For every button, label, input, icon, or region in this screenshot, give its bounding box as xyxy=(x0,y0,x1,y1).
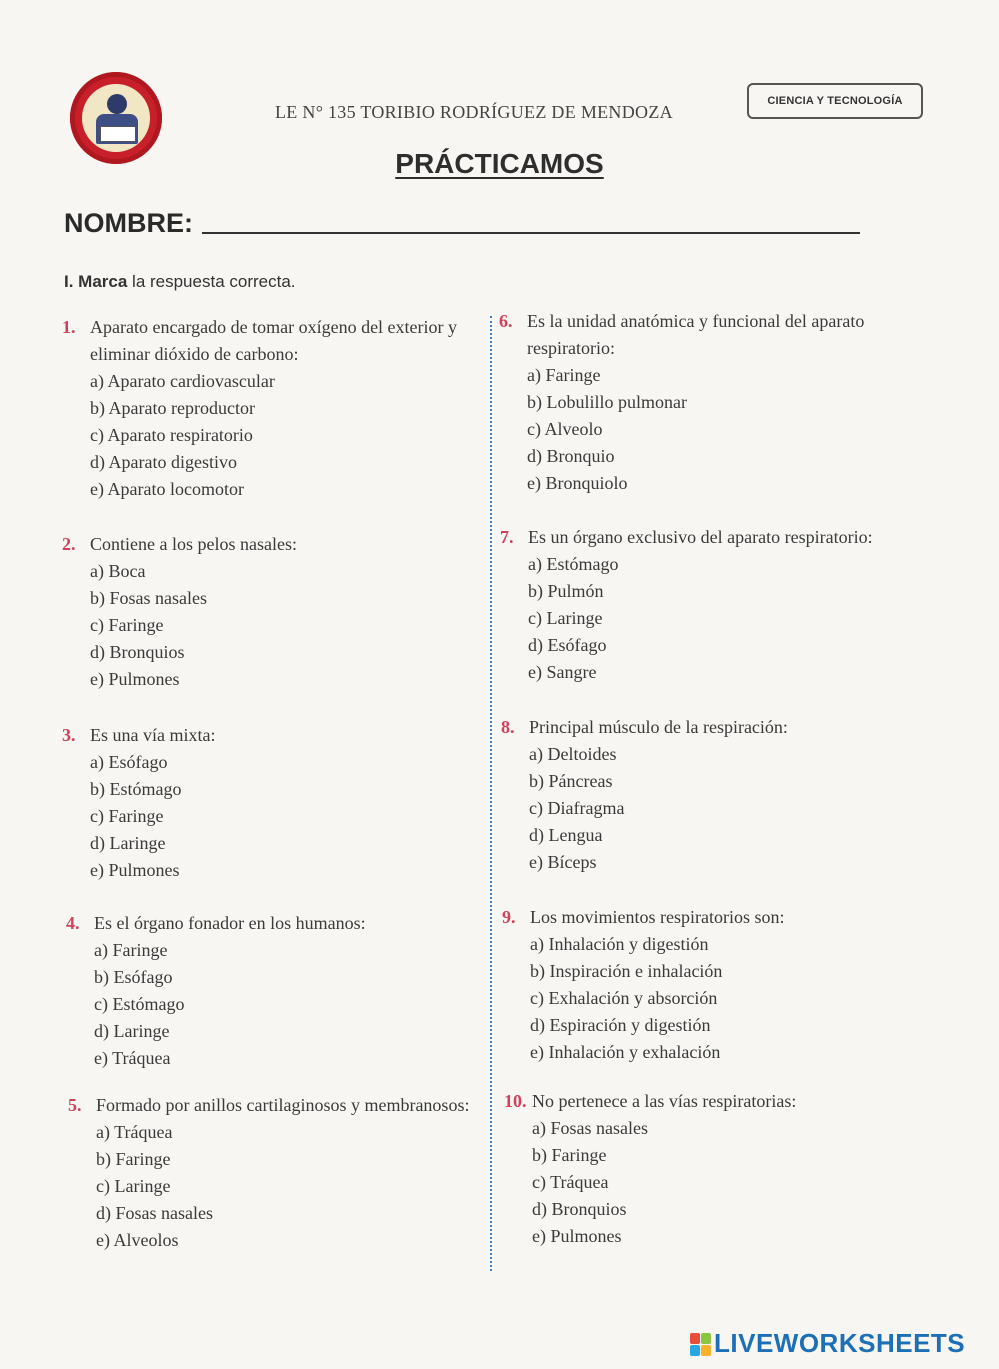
question-10 xyxy=(504,1088,934,1250)
question-5 xyxy=(68,1092,482,1254)
option-d[interactable]: d) Bronquios xyxy=(532,1199,627,1219)
question-text: Aparato encargado de tomar oxígeno del exterior y eliminar dióxido de carbono: xyxy=(90,317,458,364)
option-d[interactable]: d) Bronquio xyxy=(527,446,615,466)
column-divider xyxy=(490,316,492,1271)
option-c[interactable]: c) Estómago xyxy=(94,994,185,1014)
question-number: 10. xyxy=(504,1091,527,1111)
option-e[interactable]: e) Tráquea xyxy=(94,1048,171,1068)
option-e[interactable]: e) Alveolos xyxy=(96,1230,179,1250)
option-b[interactable]: b) Faringe xyxy=(96,1149,171,1169)
question-text: Los movimientos respiratorios son: xyxy=(530,907,785,927)
question-number: 3. xyxy=(62,725,76,745)
option-d[interactable]: d) Laringe xyxy=(90,833,166,853)
instruction-rest: la respuesta correcta. xyxy=(127,272,296,291)
option-e[interactable]: e) Sangre xyxy=(528,662,597,682)
option-a[interactable]: a) Faringe xyxy=(527,365,601,385)
question-text: Contiene a los pelos nasales: xyxy=(90,534,297,554)
option-e[interactable]: e) Pulmones xyxy=(90,860,180,880)
option-c[interactable]: c) Faringe xyxy=(90,615,164,635)
option-e[interactable]: e) Inhalación y exhalación xyxy=(530,1042,721,1062)
question-number: 7. xyxy=(500,527,514,547)
question-number: 2. xyxy=(62,534,76,554)
option-a[interactable]: a) Boca xyxy=(90,561,146,581)
option-d[interactable]: d) Espiración y digestión xyxy=(530,1015,711,1035)
question-number: 5. xyxy=(68,1095,82,1115)
option-c[interactable]: c) Laringe xyxy=(96,1176,171,1196)
option-d[interactable]: d) Bronquios xyxy=(90,642,185,662)
option-a[interactable]: a) Fosas nasales xyxy=(532,1118,648,1138)
liveworksheets-brand: LIVEWORKSHEETS xyxy=(714,1328,966,1358)
question-8 xyxy=(501,714,931,876)
option-b[interactable]: b) Páncreas xyxy=(529,771,613,791)
question-text: Es un órgano exclusivo del aparato respiratorio: xyxy=(528,527,873,547)
option-d[interactable]: d) Fosas nasales xyxy=(96,1203,213,1223)
instruction xyxy=(64,272,296,292)
option-a[interactable]: a) Faringe xyxy=(94,940,168,960)
name-input-line[interactable] xyxy=(202,232,860,234)
question-9 xyxy=(502,904,932,1066)
option-d[interactable]: d) Lengua xyxy=(529,825,603,845)
question-number: 6. xyxy=(499,311,513,331)
question-6 xyxy=(499,308,929,497)
option-b[interactable]: b) Inspiración e inhalación xyxy=(530,961,723,981)
option-b[interactable]: b) Lobulillo pulmonar xyxy=(527,392,687,412)
instruction-bold: I. Marca xyxy=(64,272,128,291)
option-c[interactable]: c) Faringe xyxy=(90,806,164,826)
liveworksheets-icon xyxy=(690,1333,710,1355)
subject-badge: CIENCIA Y TECNOLOGÍA xyxy=(747,83,923,119)
question-text: Es el órgano fonador en los humanos: xyxy=(94,913,366,933)
option-c[interactable]: c) Tráquea xyxy=(532,1172,609,1192)
name-label: NOMBRE: xyxy=(64,208,193,238)
question-text: Es la unidad anatómica y funcional del aparato respiratorio: xyxy=(527,311,865,358)
page-title: PRÁCTICAMOS xyxy=(395,148,604,179)
question-number: 8. xyxy=(501,717,515,737)
question-2 xyxy=(62,531,480,693)
option-e[interactable]: e) Bíceps xyxy=(529,852,597,872)
option-e[interactable]: e) Aparato locomotor xyxy=(90,479,244,499)
option-b[interactable]: b) Faringe xyxy=(532,1145,607,1165)
option-e[interactable]: e) Pulmones xyxy=(90,669,180,689)
option-e[interactable]: e) Pulmones xyxy=(532,1226,622,1246)
option-c[interactable]: c) Alveolo xyxy=(527,419,603,439)
option-a[interactable]: a) Estómago xyxy=(528,554,619,574)
option-b[interactable]: b) Fosas nasales xyxy=(90,588,207,608)
option-d[interactable]: d) Laringe xyxy=(94,1021,170,1041)
liveworksheets-watermark xyxy=(690,1328,965,1359)
question-number: 4. xyxy=(66,913,80,933)
option-b[interactable]: b) Aparato reproductor xyxy=(90,398,255,418)
option-a[interactable]: a) Aparato cardiovascular xyxy=(90,371,275,391)
option-e[interactable]: e) Bronquiolo xyxy=(527,473,628,493)
question-1 xyxy=(62,314,480,503)
question-text: No pertenece a las vías respiratorias: xyxy=(532,1091,797,1111)
question-7 xyxy=(500,524,930,686)
option-a[interactable]: a) Inhalación y digestión xyxy=(530,934,709,954)
question-text: Es una vía mixta: xyxy=(90,725,216,745)
option-c[interactable]: c) Laringe xyxy=(528,608,603,628)
question-number: 1. xyxy=(62,317,76,337)
option-c[interactable]: c) Aparato respiratorio xyxy=(90,425,253,445)
option-b[interactable]: b) Esófago xyxy=(94,967,173,987)
question-4 xyxy=(66,910,480,1072)
option-d[interactable]: d) Aparato digestivo xyxy=(90,452,237,472)
option-b[interactable]: b) Estómago xyxy=(90,779,182,799)
question-3 xyxy=(62,722,480,884)
school-name: LE N° 135 TORIBIO RODRÍGUEZ DE MENDOZA xyxy=(275,102,673,122)
option-c[interactable]: c) Diafragma xyxy=(529,798,625,818)
option-a[interactable]: a) Tráquea xyxy=(96,1122,173,1142)
question-number: 9. xyxy=(502,907,516,927)
question-text: Principal músculo de la respiración: xyxy=(529,717,788,737)
option-a[interactable]: a) Esófago xyxy=(90,752,168,772)
option-a[interactable]: a) Deltoides xyxy=(529,744,617,764)
question-text: Formado por anillos cartilaginosos y membranosos: xyxy=(96,1095,470,1115)
option-c[interactable]: c) Exhalación y absorción xyxy=(530,988,718,1008)
option-d[interactable]: d) Esófago xyxy=(528,635,607,655)
option-b[interactable]: b) Pulmón xyxy=(528,581,604,601)
